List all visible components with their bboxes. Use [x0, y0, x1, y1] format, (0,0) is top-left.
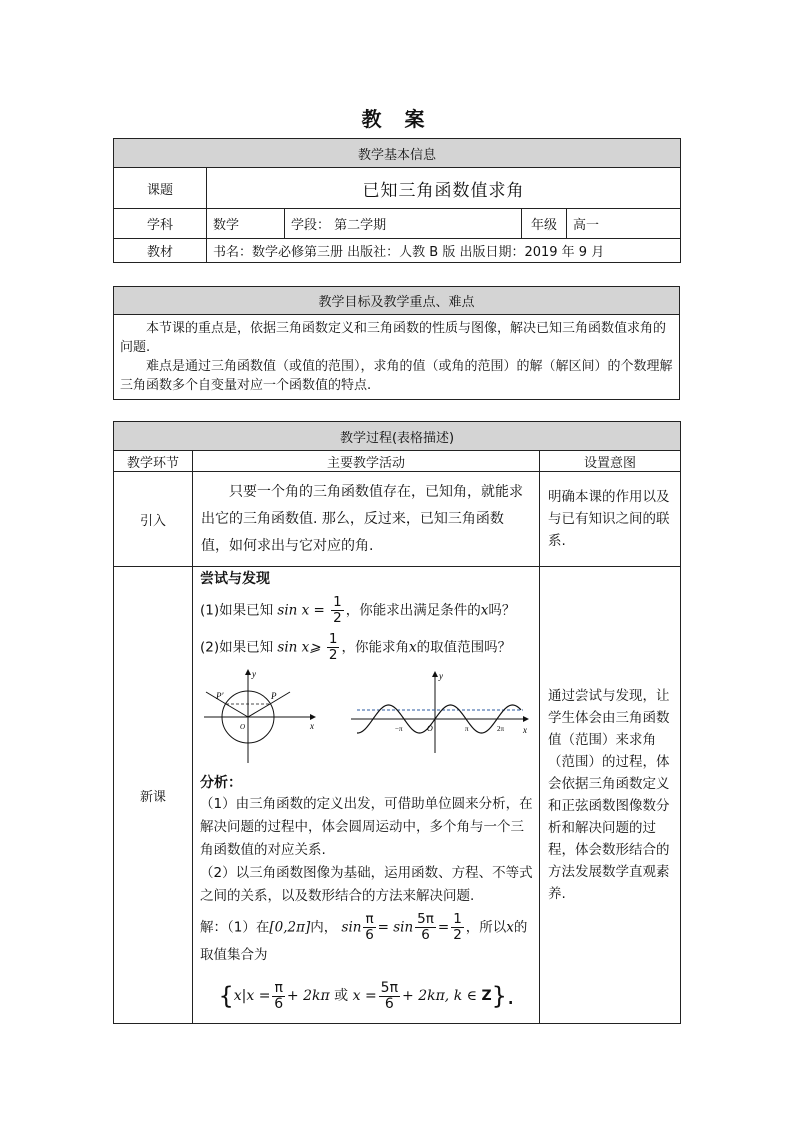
set-close-brace: }. [491, 982, 515, 1010]
page-title: 教 案 [361, 107, 433, 131]
subject-label: 学科 [114, 209, 207, 239]
set-or: 或 [334, 988, 349, 1004]
solution-frac-1: $\frac{\pi}{6}$ [365, 911, 374, 943]
wave-x-label: x [523, 725, 527, 735]
purpose-intro: 明确本课的作用以及与已有知识之间的联系. [540, 472, 681, 567]
solution-line-2: 取值集合为 [200, 947, 268, 963]
analysis-2: （2）以三角函数图像为基础，运用函数、方程、不等式之间的关系，以及数形结合的方法来解决问题. [200, 865, 533, 904]
subject-value: 数学 [207, 209, 285, 239]
lesson-topic: 已知三角函数值求角 [207, 168, 681, 209]
circle-x-label: x [310, 721, 314, 731]
set-bar: | [241, 988, 247, 1004]
set-x-eq-1: x = [246, 988, 271, 1004]
topic-label: 课题 [114, 168, 207, 209]
set-x-eq-2: x = [352, 988, 377, 1004]
solution-eq-2: = [437, 919, 450, 936]
solution-eq-1: = sin [377, 919, 414, 936]
textbook-label: 教材 [114, 239, 207, 263]
q2-var: x [408, 639, 417, 656]
grade-value: 高一 [567, 209, 681, 239]
solution-line-1 [200, 912, 533, 943]
question-1 [200, 595, 533, 626]
process-header: 教学过程(表格描述) [114, 422, 681, 451]
q1-end: 吗？ [488, 602, 516, 619]
solution-suffix: ，所以 [465, 919, 507, 936]
q1-suffix: ，你能求出满足条件的 [345, 602, 481, 619]
wave-y-label: y [439, 671, 443, 681]
set-plus-a: + 2kπ [286, 988, 330, 1004]
q1-fraction: $\frac{1}{2}$ [333, 594, 342, 626]
stage-label: 学段： [291, 218, 331, 233]
col-header-activity: 主要教学活动 [193, 451, 540, 472]
point-p-prime-label: P′ [216, 691, 224, 701]
q2-expression: sin x⩾ [277, 639, 321, 656]
set-frac-b: $\frac{5\pi}{6}$ [380, 979, 399, 1012]
circle-origin-label: O [240, 723, 246, 731]
set-integers-Z: Z [481, 988, 492, 1004]
set-frac-a: $\frac{\pi}{6}$ [274, 979, 284, 1012]
solution-frac-3: $\frac{1}{2}$ [453, 911, 462, 943]
figures [200, 667, 533, 767]
goals-paragraph-2: 难点是通过三角函数值（或值的范围），求角的值（或角的范围）的解（解区间）的个数理解三角函数多个自变量对应一个函数值的特点. [120, 359, 673, 393]
col-header-stage: 教学环节 [114, 451, 193, 472]
stage-value: 第二学期 [334, 218, 387, 233]
activity-intro: 只要一个角的三角函数值存在，已知角，就能求出它的三角函数值. 那么，反过来，已知三角函数值，如何求出与它对应的角. [193, 472, 540, 567]
stage-cell [285, 209, 522, 239]
solution-sin: sin [341, 919, 362, 936]
solution-in: 内， [310, 919, 338, 936]
solution-end: 的 [513, 919, 528, 936]
solution-frac-2: $\frac{5\pi}{6}$ [417, 911, 434, 943]
stage-new: 新课 [114, 567, 193, 1024]
q1-var: x [480, 602, 489, 619]
q2-suffix: ，你能求角 [341, 639, 409, 656]
analysis-1: （1）由三角函数的定义出发，可借助单位圆来分析，在解决问题的过程中，体会圆周运动中，多个角与一个三角函数值的对应关系. [200, 796, 533, 858]
solution-prefix: 解：（1）在 [200, 919, 270, 936]
goals-table [113, 286, 680, 400]
q2-prefix: (2)如果已知 [200, 639, 274, 656]
wave-origin-label: O [427, 724, 433, 733]
circle-y-label: y [252, 669, 256, 679]
solution-interval: [0,2π] [269, 919, 311, 936]
analysis-title: 分析： [200, 775, 242, 791]
wave-pi-label: π [465, 725, 469, 733]
table-row [114, 472, 681, 567]
q2-end: 的取值范围吗？ [416, 639, 512, 656]
wave-2pi-label: 2π [497, 725, 505, 733]
q1-prefix: (1)如果已知 [200, 602, 274, 619]
stage-intro: 引入 [114, 472, 193, 567]
solution-var: x [506, 919, 514, 936]
set-plus-b: + 2kπ, k ∈ [402, 988, 477, 1004]
activity-new [193, 567, 540, 1024]
try-title: 尝试与发现 [200, 571, 270, 587]
purpose-new: 通过尝试与发现，让学生体会由三角函数值（范围）来求角（范围）的过程，体会依据三角函数定义和正弦函数图像数分析和解决问题的过程，体会数形结合的方法发展数学直观素养. [540, 567, 681, 1024]
process-table [113, 421, 681, 1024]
wave-neg-pi-label: −π [395, 725, 403, 733]
grade-label: 年级 [522, 209, 567, 239]
sine-wave-figure [347, 667, 533, 757]
point-p-label: P [271, 691, 277, 701]
goals-paragraph-1: 本节课的重点是，依据三角函数定义和三角函数的性质与图像，解决已知三角函数值求角的问题. [120, 321, 667, 355]
basic-info-header: 教学基本信息 [114, 139, 681, 168]
textbook-value: 书名：数学必修第三册 出版社：人教 B 版 出版日期：2019 年 9 月 [207, 239, 681, 263]
goals-header: 教学目标及教学重点、难点 [114, 287, 680, 315]
q2-fraction: $\frac{1}{2}$ [328, 631, 338, 663]
solution-set [200, 974, 533, 1018]
basic-info-table [113, 138, 681, 263]
table-row [114, 567, 681, 1024]
question-2 [200, 632, 533, 663]
col-header-purpose: 设置意图 [540, 451, 681, 472]
q1-expression: sin x = [277, 602, 325, 619]
goals-body [114, 315, 680, 400]
set-x: x [233, 988, 242, 1004]
unit-circle-figure [200, 667, 320, 767]
set-open-brace: { [218, 982, 234, 1010]
